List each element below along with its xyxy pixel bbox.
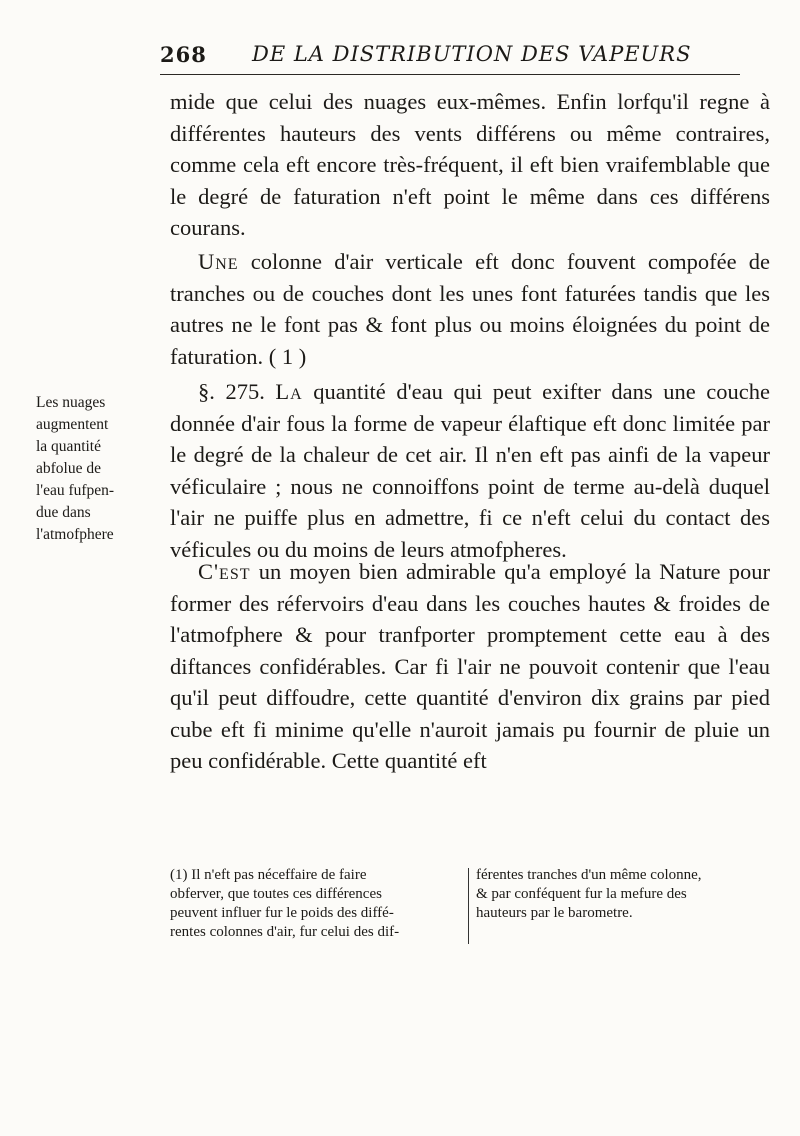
margin-note [36, 392, 146, 546]
footnote-line: & par conféquent fur la mefure des [476, 886, 687, 902]
margin-note-line: due dans [36, 504, 91, 521]
footnote-column-right [476, 866, 770, 923]
footnote-line: hauteurs par le barometre. [476, 905, 633, 921]
paragraph-lead-word: C'est [198, 559, 251, 584]
margin-note-line: augmentent [36, 416, 109, 433]
section-number: §. 275. [198, 379, 265, 404]
margin-note-line: Les nuages [36, 394, 106, 411]
paragraph-text: mide que celui des nuages eux-mêmes. Enfin lorfqu'il regne à différentes hauteurs des vents différens ou même contraires, comme cela eft encore très-fréquent, il eft bien vraifemblable que le degré de faturation n'eft point le même dans ces différens courans. [170, 89, 770, 240]
paragraph-text: un moyen bien admirable qu'a employé la Nature pour former des réfervoirs d'eau dans les couches hautes & froides de l'atmofphere & pour tranfporter promptement cette eau à des diftances confidérables. Car fi l'air ne pouvoit contenir que l'eau qu'il peut diffoudre, cette quantité d'environ dix grains par pied cube eft fi minime qu'elle n'auroit jamais pu fournir de pluie un peu confidérable. Cette quantité eft [170, 559, 770, 773]
footnote-line: peuvent influer fur le poids des diffé- [170, 905, 394, 921]
footnote-line: férentes tranches d'un même colonne, [476, 867, 702, 883]
footnote-divider [468, 868, 469, 944]
margin-note-line: l'eau fufpen- [36, 482, 115, 499]
footnote-line: rentes colonnes d'air, fur celui des dif- [170, 924, 400, 940]
margin-note-line: la quantité [36, 438, 101, 455]
paragraph-lead-word: La [275, 379, 303, 404]
page-number: 268 [160, 42, 207, 67]
footnote-column-left [170, 866, 462, 942]
paragraph-4 [170, 556, 770, 777]
paragraph-1 [170, 86, 770, 244]
paragraph-text: quantité d'eau qui peut exifter dans une couche donnée d'air fous la forme de vapeur élaftique eft donc limitée par le degré de la chaleur de cet air. Il n'en eft pas ainfi de la vapeur véficulaire ; nous ne connoiffons point de terme au-delà duquel l'air ne puiffe plus en admettre, fi ce n'eft celui du contact des véficules ou du moins de leurs atmofpheres. [170, 379, 770, 562]
margin-note-line: l'atmofphere [36, 526, 114, 543]
footnote-line: (1) Il n'eft pas néceffaire de faire [170, 867, 367, 883]
paragraph-lead-word: Une [198, 249, 239, 274]
page-header [160, 38, 740, 75]
paragraph-text: colonne d'air verticale eft donc fouvent compofée de tranches ou de couches dont les unes font faturées tandis que les autres ne le font pas & font plus ou moins éloignées du point de faturation. ( 1 ) [170, 249, 770, 369]
running-head: DE LA DISTRIBUTION DES VAPEURS [252, 42, 692, 66]
margin-note-line: abfolue de [36, 460, 101, 477]
footnote-line: obferver, que toutes ces différences [170, 886, 382, 902]
paragraph-3 [170, 376, 770, 565]
paragraph-2 [170, 246, 770, 372]
